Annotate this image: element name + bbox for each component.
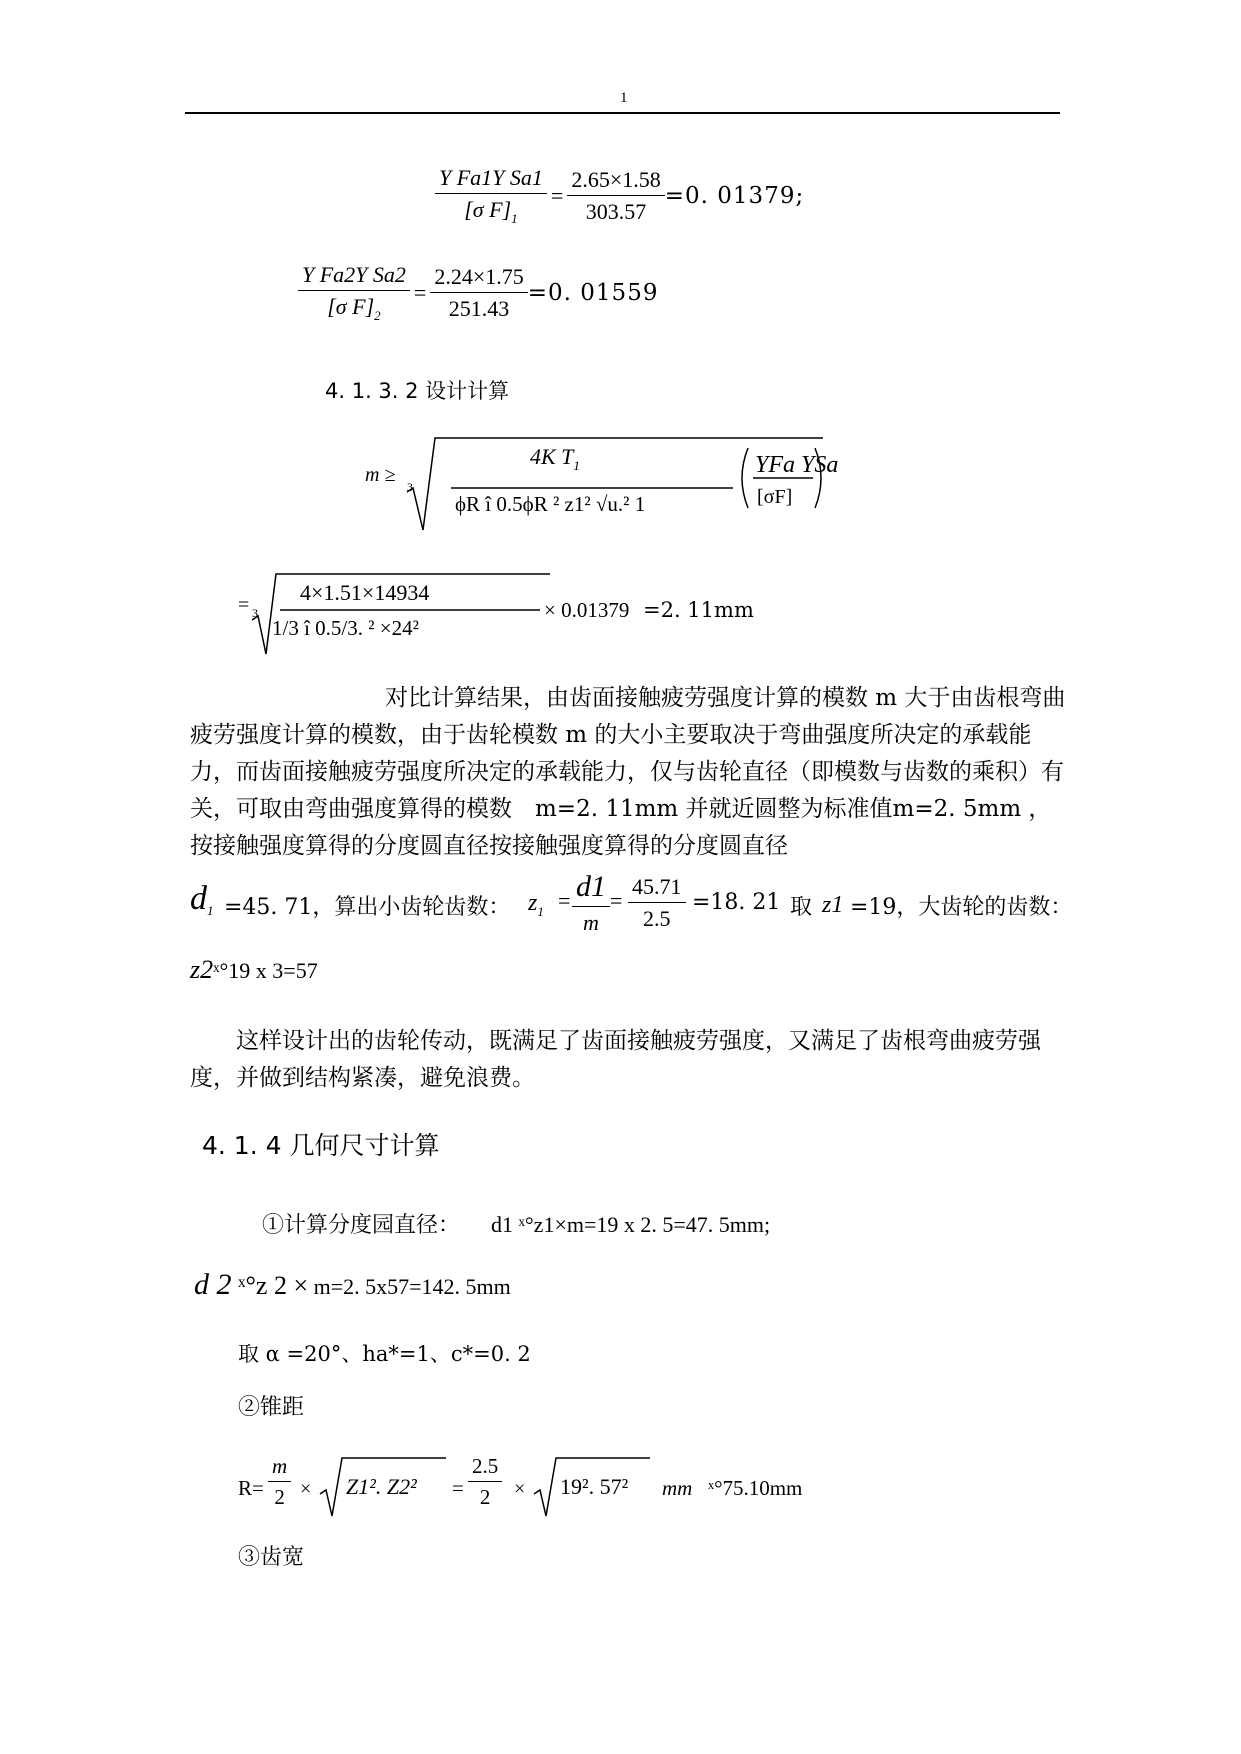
- z2-rest: ˣ°19 x 3=57: [213, 958, 318, 983]
- z1-equals: =: [558, 888, 571, 913]
- formula-R-frac1: [268, 1454, 291, 1510]
- formula-calc-result: =2. 11mm: [643, 598, 754, 622]
- d1-value-text: =45. 71，算出小齿轮齿数：: [224, 895, 511, 920]
- formula-R-frac2-num: 2.5: [468, 1454, 502, 1482]
- formula-m: [365, 430, 839, 540]
- paragraph-conclusion: 这样设计出的齿轮传动，既满足了齿面接触疲劳强度，又满足了齿根弯曲疲劳强度，并做到结构紧凑，避免浪费。: [190, 1028, 1041, 1091]
- z1-fraction-1: [572, 870, 610, 936]
- eq2-lhs-den: [323, 291, 384, 324]
- formula-R-frac1-den: 2: [274, 1485, 285, 1509]
- d1-symbol-sub: 1: [207, 903, 214, 918]
- formula-calc: [238, 568, 754, 658]
- formula-calc-tail: × 0.01379: [544, 598, 630, 622]
- z1-frac1-num: d1: [572, 870, 610, 907]
- formula-R-frac2-den: 2: [479, 1485, 491, 1509]
- formula-R-frac2: [468, 1454, 502, 1510]
- item1-expr: d1 ˣ°z1×m=19 x 2. 5=47. 5mm;: [491, 1212, 771, 1237]
- eq2-result: =0. 01559: [527, 280, 659, 306]
- section-heading-4132: 4. 1. 3. 2 设计计算: [325, 379, 510, 403]
- z2-symbol: z2: [190, 955, 214, 984]
- eq2-rhs-num: 2.24×1.75: [430, 264, 527, 293]
- params-line: 取 α =20°、ha*=1、c*=0. 2: [238, 1342, 531, 1366]
- formula-R-approx: ˣ°75.10mm: [708, 1476, 803, 1500]
- eq2-lhs-fraction: [298, 262, 410, 324]
- formula-m-radical: [403, 430, 823, 540]
- equation-1: [435, 165, 804, 227]
- formula-m-frac-den: [σF]: [757, 486, 793, 508]
- formula-calc-den: 1/3 î 0.5/3. ² ×24²: [272, 616, 419, 640]
- d2-mid: ˣ°z 2 ×: [231, 1271, 309, 1300]
- eq1-equals: =: [550, 183, 564, 208]
- paragraph-comparison: 对比计算结果，由齿面接触疲劳强度计算的模数 m 大于由齿根弯曲疲劳强度计算的模数，由于齿轮模数 m 的大小主要取决于弯曲强度所决定的承载能力，而齿面接触疲劳强度所决定的承载能力，仅与齿轮直径（即模数与齿数的乘积）有关，可取由弯曲强度算得的模数 m=2. 11mm 并就近圆整为标准值m=2. 5mm ，按接触强度算得的分度圆直径按接触强度算得的分度圆直径: [190, 685, 1066, 859]
- z1-take-symbol: z1: [822, 892, 844, 918]
- formula-m-num-text: 4K T: [530, 444, 574, 469]
- z1-symbol: [528, 890, 544, 920]
- header-rule: [185, 112, 1060, 114]
- z1-frac2-den: 2.5: [643, 906, 671, 931]
- z1-fraction-2: [628, 874, 686, 932]
- eq1-result: =0. 01379;: [664, 183, 805, 209]
- eq2-den-sub: 2: [374, 308, 381, 323]
- formula-R-root-2: 19². 57²: [560, 1474, 629, 1499]
- line-d1: [190, 870, 1073, 940]
- formula-m-lhs: m ≥: [365, 464, 396, 486]
- z1-result: =18. 21: [692, 890, 781, 915]
- d1-symbol-text: d: [190, 880, 207, 917]
- formula-R-mult-2: ×: [514, 1478, 526, 1500]
- z1-equals-2: =: [610, 888, 623, 913]
- take-label: 取: [790, 895, 813, 920]
- formula-calc-num: 4×1.51×14934: [300, 580, 430, 605]
- eq1-den-text: [σ F]: [464, 197, 512, 222]
- d1-symbol: [190, 880, 214, 919]
- item-cone-distance: ②锥距: [238, 1395, 305, 1420]
- eq1-lhs-num: Y Fa1Y Sa1: [435, 165, 547, 194]
- formula-R-unit: mm: [662, 1476, 693, 1500]
- eq1-lhs-fraction: [435, 165, 547, 227]
- eq2-rhs-den: 251.43: [448, 296, 510, 321]
- equation-2: [298, 262, 658, 324]
- eq2-den-text: [σ F]: [327, 294, 375, 319]
- z1-take-tail: =19，大齿轮的齿数：: [850, 895, 1073, 920]
- item1-label: ①计算分度园直径：: [262, 1213, 461, 1238]
- formula-m-num-sub: 1: [573, 458, 580, 473]
- eq1-rhs-fraction: [567, 167, 664, 225]
- formula-R-frac1-num: m: [268, 1454, 291, 1482]
- d2-rest: m=2. 5x57=142. 5mm: [308, 1274, 511, 1299]
- formula-R-eq: =: [452, 1476, 464, 1500]
- eq1-lhs-den: [460, 194, 521, 227]
- z1-symbol-sub: 1: [537, 904, 544, 919]
- z1-symbol-text: z: [528, 890, 538, 916]
- formula-m-root-index: 3: [407, 480, 413, 494]
- formula-calc-root-index: 3: [252, 606, 258, 620]
- formula-calc-prefix: =: [238, 594, 250, 616]
- eq1-rhs-den: 303.57: [585, 199, 647, 224]
- formula-m-num: [530, 444, 580, 474]
- z1-frac1-den: m: [583, 910, 599, 935]
- eq2-equals: =: [413, 280, 427, 305]
- formula-R: [238, 1450, 838, 1530]
- item-pitch-diameter: [262, 1208, 770, 1239]
- eq2-rhs-fraction: [430, 264, 527, 322]
- formula-R-root-1: Z1². Z2²: [346, 1474, 417, 1499]
- eq1-rhs-num: 2.65×1.58: [567, 167, 664, 196]
- d2-symbol: d 2: [194, 1268, 232, 1301]
- line-z2: [190, 955, 318, 985]
- section-heading-414: 4. 1. 4 几何尺寸计算: [202, 1131, 440, 1160]
- formula-R-mult: ×: [300, 1478, 312, 1500]
- item-d2: [194, 1268, 511, 1302]
- eq2-lhs-num: Y Fa2Y Sa2: [298, 262, 410, 291]
- eq1-den-sub: 1: [511, 211, 518, 226]
- formula-m-den: ϕR î 0.5ϕR ² z1² √u.² 1: [455, 492, 646, 516]
- z1-frac2-num: 45.71: [628, 874, 686, 903]
- formula-R-lhs: R=: [238, 1476, 264, 1500]
- formula-m-frac-num: YFa YSa: [755, 452, 839, 478]
- page-number: 1: [620, 90, 628, 106]
- item-face-width: ③齿宽: [238, 1545, 305, 1570]
